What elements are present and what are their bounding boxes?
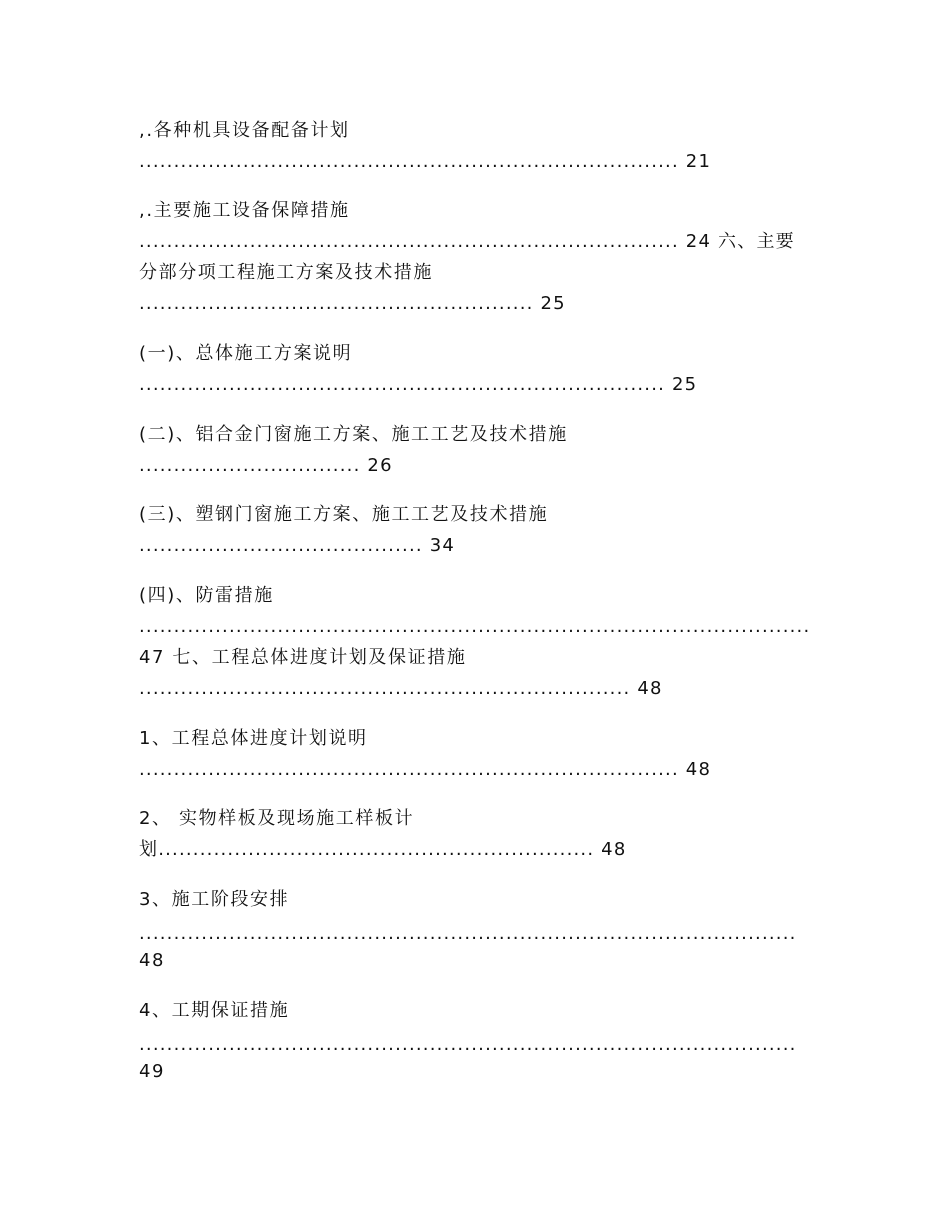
toc-entry-leader: ......................................... 34 bbox=[139, 535, 456, 556]
toc-entry-title: 47 七、工程总体进度计划及保证措施 bbox=[139, 647, 467, 668]
toc-entry-title: 2、 实物样板及现场施工样板计 bbox=[139, 808, 415, 829]
toc-entry-leader: ............................................................................................... bbox=[139, 1034, 797, 1055]
toc-entry-title: 4、工期保证措施 bbox=[139, 1000, 290, 1021]
toc-entry-leader: .............................................................................. 24 六、主要 bbox=[139, 231, 795, 252]
toc-entry-title: 3、施工阶段安排 bbox=[139, 889, 290, 910]
toc-entry-leader: ......................................................... 25 bbox=[139, 293, 566, 314]
toc-entry-leader: 划............................................................... 48 bbox=[139, 839, 627, 860]
toc-entry-page: 48 bbox=[139, 950, 166, 971]
toc-entry-title: (一)、总体施工方案说明 bbox=[139, 343, 353, 364]
toc-entry-leader: ................................................................................................. bbox=[139, 616, 811, 637]
toc-entry-leader: ............................................................................ 25 bbox=[139, 374, 698, 395]
toc-entry-title: 1、工程总体进度计划说明 bbox=[139, 728, 368, 749]
toc-entry-title: 分部分项工程施工方案及技术措施 bbox=[139, 262, 433, 283]
toc-entry-leader: ....................................................................... 48 bbox=[139, 678, 663, 699]
toc-entry-leader: ............................................................................................... bbox=[139, 923, 797, 944]
toc-entry-leader: ................................ 26 bbox=[139, 455, 393, 476]
toc-entry-page: 49 bbox=[139, 1061, 166, 1082]
toc-entry-title: (四)、防雷措施 bbox=[139, 585, 274, 606]
toc-entry-leader: .............................................................................. 21 bbox=[139, 151, 712, 172]
toc-entry-title: ,.各种机具设备配备计划 bbox=[139, 120, 350, 141]
toc-entry-title: (二)、铝合金门窗施工方案、施工工艺及技术措施 bbox=[139, 424, 568, 445]
toc-entry-title: (三)、塑钢门窗施工方案、施工工艺及技术措施 bbox=[139, 504, 549, 525]
toc-entry-title: ,.主要施工设备保障措施 bbox=[139, 200, 350, 221]
toc-entry-leader: .............................................................................. 48 bbox=[139, 759, 712, 780]
